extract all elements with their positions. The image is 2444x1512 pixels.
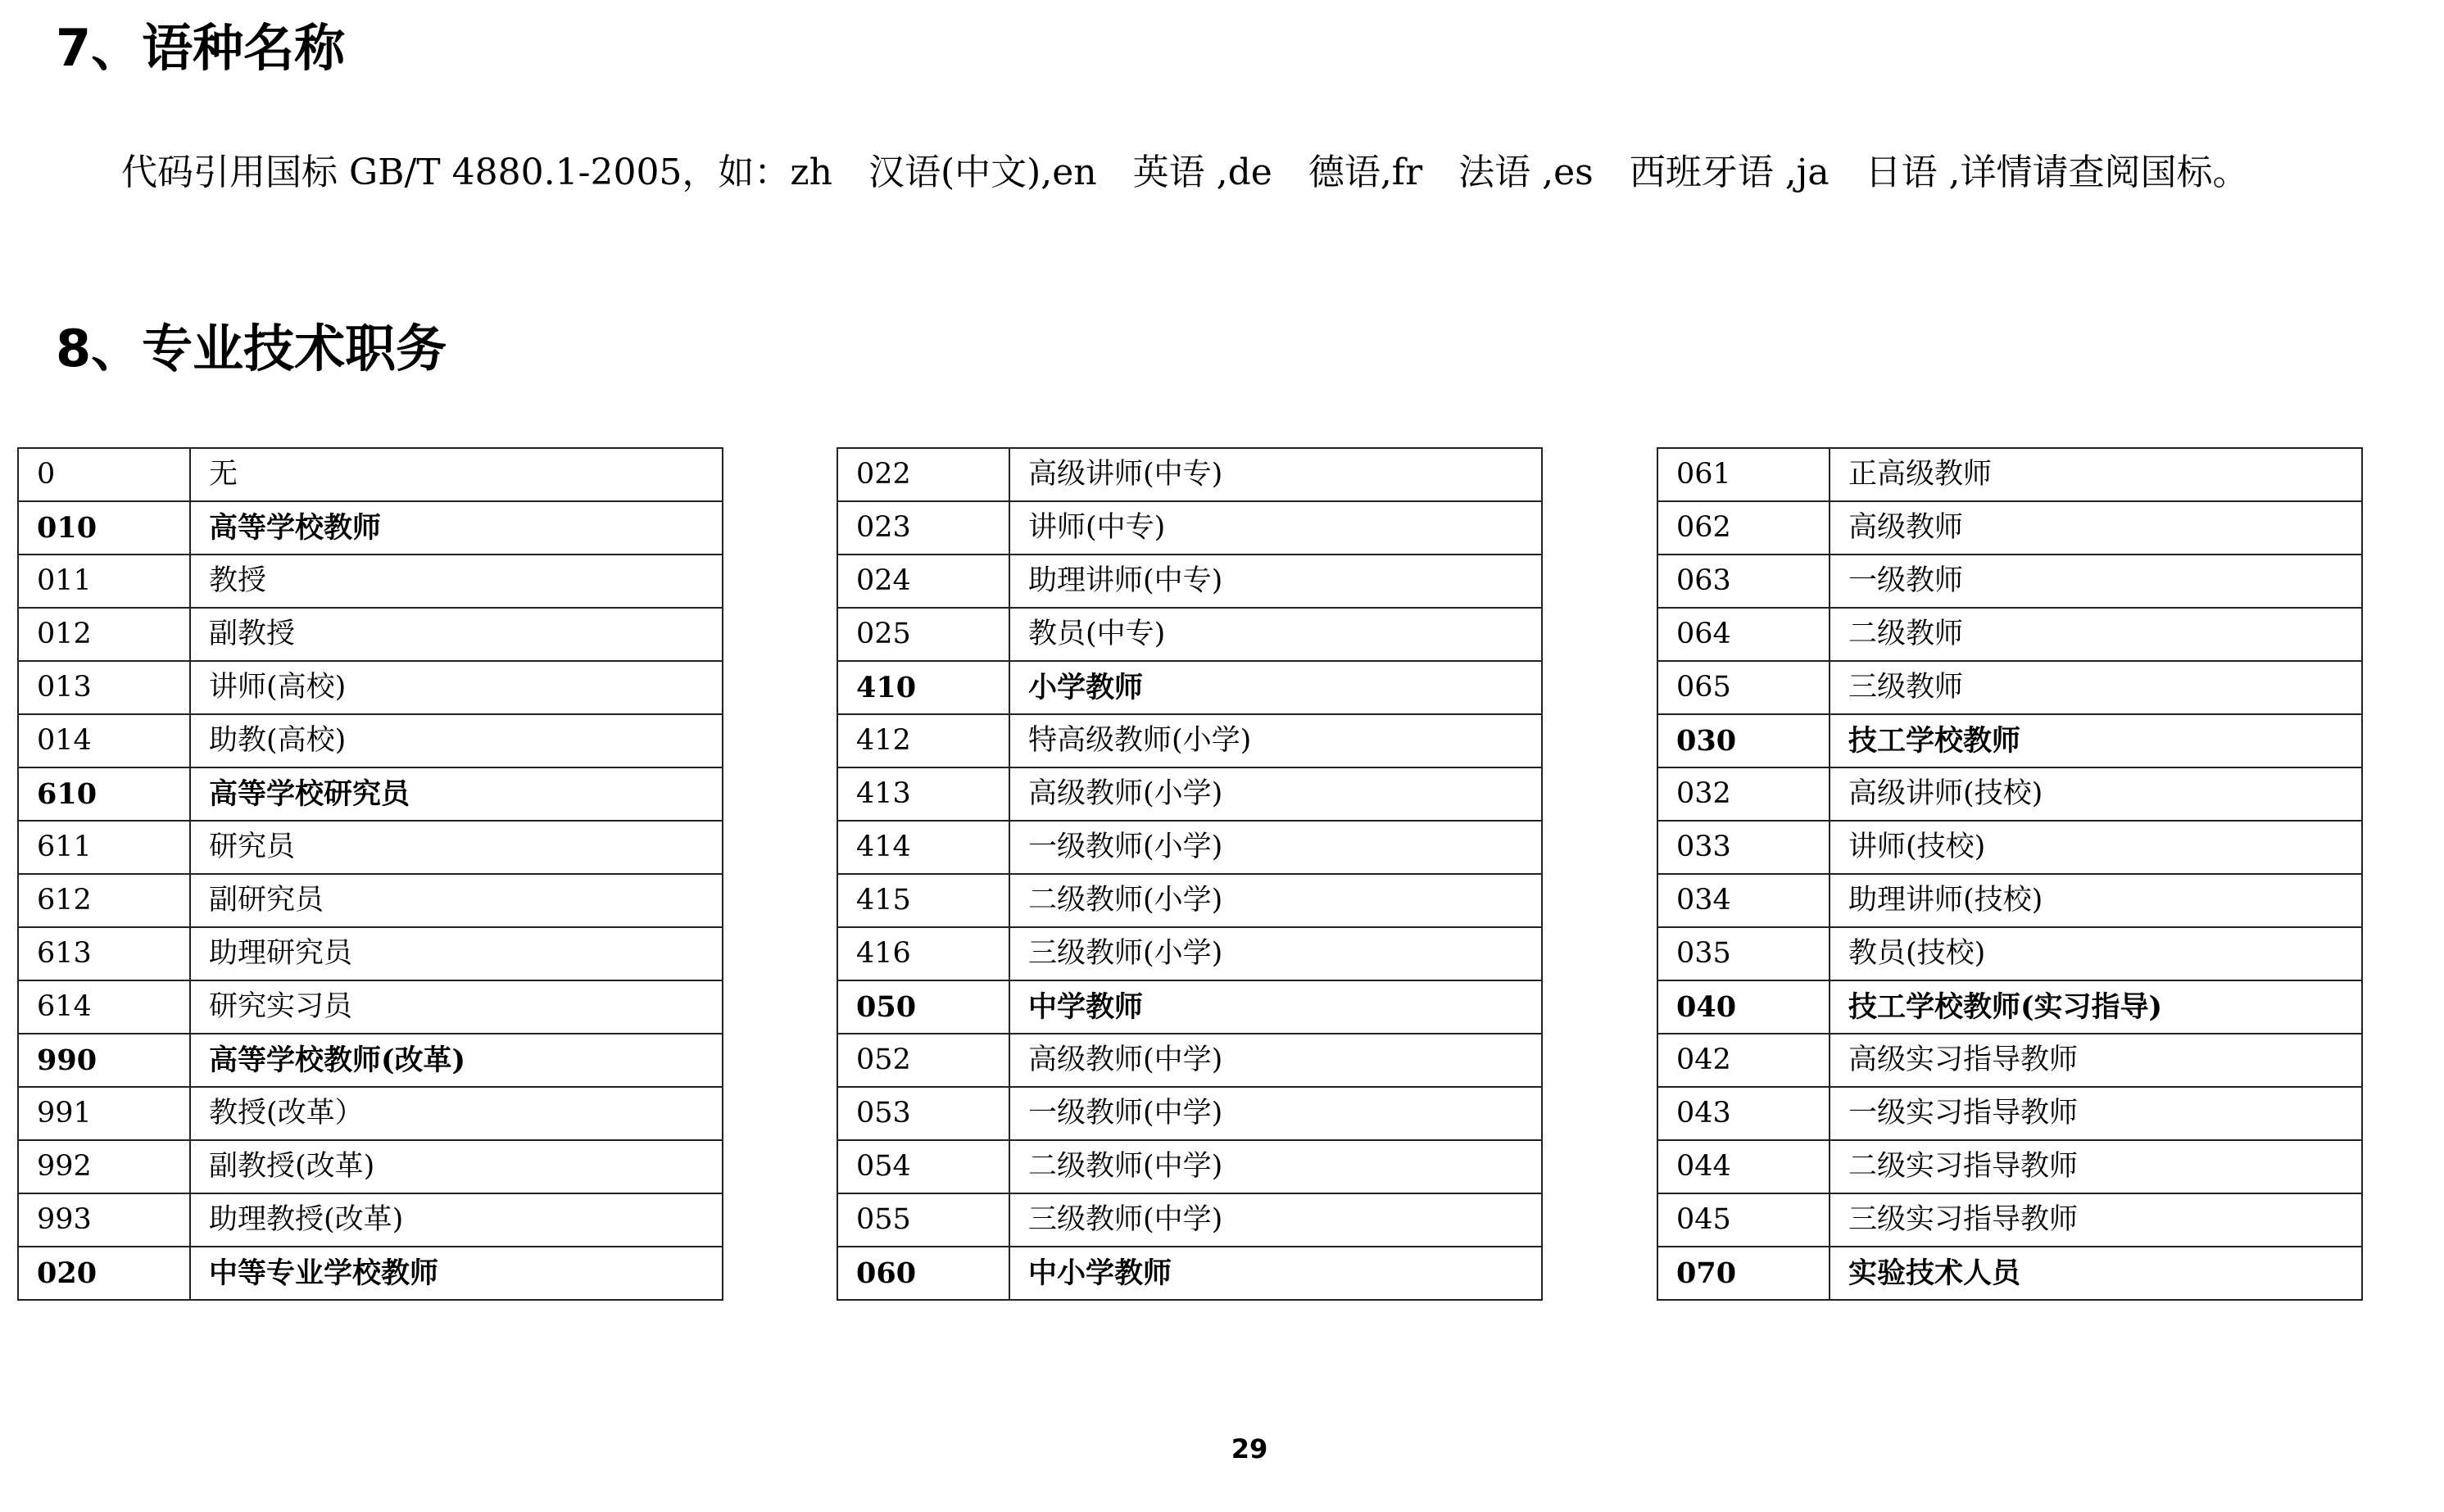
title-name-cell: 助理研究员 xyxy=(190,927,723,980)
title-code-cell: 055 xyxy=(837,1193,1009,1247)
title-code-cell: 0 xyxy=(18,448,190,501)
title-code-cell: 053 xyxy=(837,1087,1009,1140)
title-name-cell: 一级教师 xyxy=(1830,555,2362,608)
title-code-cell: 612 xyxy=(18,874,190,927)
title-name-cell: 高级教师(中学) xyxy=(1009,1034,1542,1087)
table-row xyxy=(18,874,723,927)
title-code-cell: 030 xyxy=(1657,714,1830,767)
title-code-cell: 610 xyxy=(18,767,190,821)
title-code-cell: 024 xyxy=(837,555,1009,608)
table-row xyxy=(1657,980,2362,1034)
title-code-cell: 011 xyxy=(18,555,190,608)
title-name-cell: 研究员 xyxy=(190,821,723,874)
title-name-cell: 高等学校教师 xyxy=(190,501,723,555)
title-code-cell: 022 xyxy=(837,448,1009,501)
title-code-cell: 054 xyxy=(837,1140,1009,1193)
title-code-cell: 063 xyxy=(1657,555,1830,608)
table-row xyxy=(1657,501,2362,555)
page-number: 29 xyxy=(1231,1433,1268,1464)
title-code-cell: 410 xyxy=(837,661,1009,714)
title-name-cell: 教授 xyxy=(190,555,723,608)
table-row xyxy=(1657,555,2362,608)
title-name-cell: 高等学校研究员 xyxy=(190,767,723,821)
table-row xyxy=(18,714,723,767)
title-code-cell: 033 xyxy=(1657,821,1830,874)
table-row xyxy=(837,714,1542,767)
title-name-cell: 特高级教师(小学) xyxy=(1009,714,1542,767)
title-name-cell: 教授(改革） xyxy=(190,1087,723,1140)
table-row xyxy=(837,1247,1542,1300)
table-row xyxy=(837,821,1542,874)
title-code-cell: 043 xyxy=(1657,1087,1830,1140)
title-code-cell: 990 xyxy=(18,1034,190,1087)
table-row xyxy=(837,448,1542,501)
table-row xyxy=(1657,608,2362,661)
title-name-cell: 中等专业学校教师 xyxy=(190,1247,723,1300)
table-row xyxy=(18,1140,723,1193)
table-row xyxy=(1657,661,2362,714)
title-name-cell: 副教授 xyxy=(190,608,723,661)
table-row xyxy=(1657,767,2362,821)
table-row xyxy=(1657,448,2362,501)
table-row xyxy=(1657,927,2362,980)
title-name-cell: 一级教师(小学) xyxy=(1009,821,1542,874)
table-row xyxy=(1657,1140,2362,1193)
table-row xyxy=(18,927,723,980)
title-code-cell: 060 xyxy=(837,1247,1009,1300)
title-code-cell: 012 xyxy=(18,608,190,661)
title-code-cell: 061 xyxy=(1657,448,1830,501)
title-code-cell: 052 xyxy=(837,1034,1009,1087)
title-name-cell: 二级教师 xyxy=(1830,608,2362,661)
table-row xyxy=(1657,1034,2362,1087)
title-name-cell: 三级教师(中学) xyxy=(1009,1193,1542,1247)
title-name-cell: 正高级教师 xyxy=(1830,448,2362,501)
title-code-cell: 991 xyxy=(18,1087,190,1140)
title-code-cell: 062 xyxy=(1657,501,1830,555)
title-name-cell: 助理讲师(技校) xyxy=(1830,874,2362,927)
table-row xyxy=(837,1193,1542,1247)
table-row xyxy=(18,661,723,714)
title-name-cell: 助理教授(改革) xyxy=(190,1193,723,1247)
title-code-cell: 412 xyxy=(837,714,1009,767)
table-row xyxy=(18,1247,723,1300)
title-name-cell: 高级教师 xyxy=(1830,501,2362,555)
table-row xyxy=(1657,714,2362,767)
table-row xyxy=(1657,1087,2362,1140)
title-name-cell: 二级教师(中学) xyxy=(1009,1140,1542,1193)
title-code-cell: 035 xyxy=(1657,927,1830,980)
section-7-body: 代码引用国标 GB/T 4880.1-2005，如：zh 汉语(中文),en 英语 ,de 德语,fr 法语 ,es 西班牙语 ,ja 日语 ,详情请查阅国标。 xyxy=(121,152,2249,193)
table-row xyxy=(837,874,1542,927)
title-name-cell: 副研究员 xyxy=(190,874,723,927)
table-row xyxy=(837,1034,1542,1087)
title-name-cell: 一级教师(中学) xyxy=(1009,1087,1542,1140)
title-code-cell: 010 xyxy=(18,501,190,555)
title-name-cell: 二级教师(小学) xyxy=(1009,874,1542,927)
table-row xyxy=(837,661,1542,714)
table-row xyxy=(837,1087,1542,1140)
title-name-cell: 中小学教师 xyxy=(1009,1247,1542,1300)
table-row xyxy=(18,1034,723,1087)
title-name-cell: 讲师(高校) xyxy=(190,661,723,714)
table-row xyxy=(18,608,723,661)
title-name-cell: 高级实习指导教师 xyxy=(1830,1034,2362,1087)
title-name-cell: 高级教师(小学) xyxy=(1009,767,1542,821)
title-code-cell: 415 xyxy=(837,874,1009,927)
title-name-cell: 讲师(中专) xyxy=(1009,501,1542,555)
title-name-cell: 一级实习指导教师 xyxy=(1830,1087,2362,1140)
section-8-heading: 8、专业技术职务 xyxy=(56,319,447,378)
table-row xyxy=(837,927,1542,980)
title-code-cell: 013 xyxy=(18,661,190,714)
title-code-cell: 032 xyxy=(1657,767,1830,821)
table-row xyxy=(837,980,1542,1034)
title-code-cell: 023 xyxy=(837,501,1009,555)
title-code-cell: 034 xyxy=(1657,874,1830,927)
title-name-cell: 无 xyxy=(190,448,723,501)
title-code-cell: 014 xyxy=(18,714,190,767)
title-code-cell: 992 xyxy=(18,1140,190,1193)
title-code-cell: 065 xyxy=(1657,661,1830,714)
title-code-cell: 064 xyxy=(1657,608,1830,661)
title-code-table-3 xyxy=(1657,447,2363,1301)
title-name-cell: 三级教师 xyxy=(1830,661,2362,714)
section-7-heading: 7、语种名称 xyxy=(56,18,346,78)
title-code-cell: 044 xyxy=(1657,1140,1830,1193)
title-name-cell: 助教(高校) xyxy=(190,714,723,767)
table-row xyxy=(18,555,723,608)
title-name-cell: 二级实习指导教师 xyxy=(1830,1140,2362,1193)
title-name-cell: 实验技术人员 xyxy=(1830,1247,2362,1300)
table-row xyxy=(837,767,1542,821)
table-row xyxy=(1657,874,2362,927)
title-code-cell: 613 xyxy=(18,927,190,980)
title-code-cell: 614 xyxy=(18,980,190,1034)
table-row xyxy=(18,1087,723,1140)
title-name-cell: 小学教师 xyxy=(1009,661,1542,714)
table-row xyxy=(1657,1247,2362,1300)
title-name-cell: 助理讲师(中专) xyxy=(1009,555,1542,608)
table-row xyxy=(1657,821,2362,874)
table-row xyxy=(18,448,723,501)
title-name-cell: 技工学校教师(实习指导) xyxy=(1830,980,2362,1034)
title-name-cell: 教员(中专) xyxy=(1009,608,1542,661)
title-name-cell: 技工学校教师 xyxy=(1830,714,2362,767)
table-row xyxy=(837,608,1542,661)
title-name-cell: 高等学校教师(改革) xyxy=(190,1034,723,1087)
title-name-cell: 三级教师(小学) xyxy=(1009,927,1542,980)
title-code-table-2 xyxy=(837,447,1543,1301)
title-code-cell: 416 xyxy=(837,927,1009,980)
title-code-cell: 025 xyxy=(837,608,1009,661)
title-name-cell: 高级讲师(中专) xyxy=(1009,448,1542,501)
table-row xyxy=(837,501,1542,555)
title-code-cell: 042 xyxy=(1657,1034,1830,1087)
title-code-cell: 050 xyxy=(837,980,1009,1034)
table-row xyxy=(18,767,723,821)
title-name-cell: 三级实习指导教师 xyxy=(1830,1193,2362,1247)
title-name-cell: 教员(技校) xyxy=(1830,927,2362,980)
title-name-cell: 高级讲师(技校) xyxy=(1830,767,2362,821)
table-row xyxy=(18,980,723,1034)
table-row xyxy=(837,1140,1542,1193)
title-name-cell: 讲师(技校) xyxy=(1830,821,2362,874)
title-name-cell: 中学教师 xyxy=(1009,980,1542,1034)
title-name-cell: 研究实习员 xyxy=(190,980,723,1034)
table-row xyxy=(18,501,723,555)
title-code-cell: 070 xyxy=(1657,1247,1830,1300)
table-row xyxy=(837,555,1542,608)
title-code-cell: 414 xyxy=(837,821,1009,874)
title-code-cell: 993 xyxy=(18,1193,190,1247)
title-code-cell: 045 xyxy=(1657,1193,1830,1247)
title-code-cell: 040 xyxy=(1657,980,1830,1034)
title-name-cell: 副教授(改革) xyxy=(190,1140,723,1193)
title-code-cell: 611 xyxy=(18,821,190,874)
table-row xyxy=(18,821,723,874)
table-row xyxy=(18,1193,723,1247)
title-code-cell: 413 xyxy=(837,767,1009,821)
title-code-cell: 020 xyxy=(18,1247,190,1300)
table-row xyxy=(1657,1193,2362,1247)
title-code-table-1 xyxy=(17,447,723,1301)
